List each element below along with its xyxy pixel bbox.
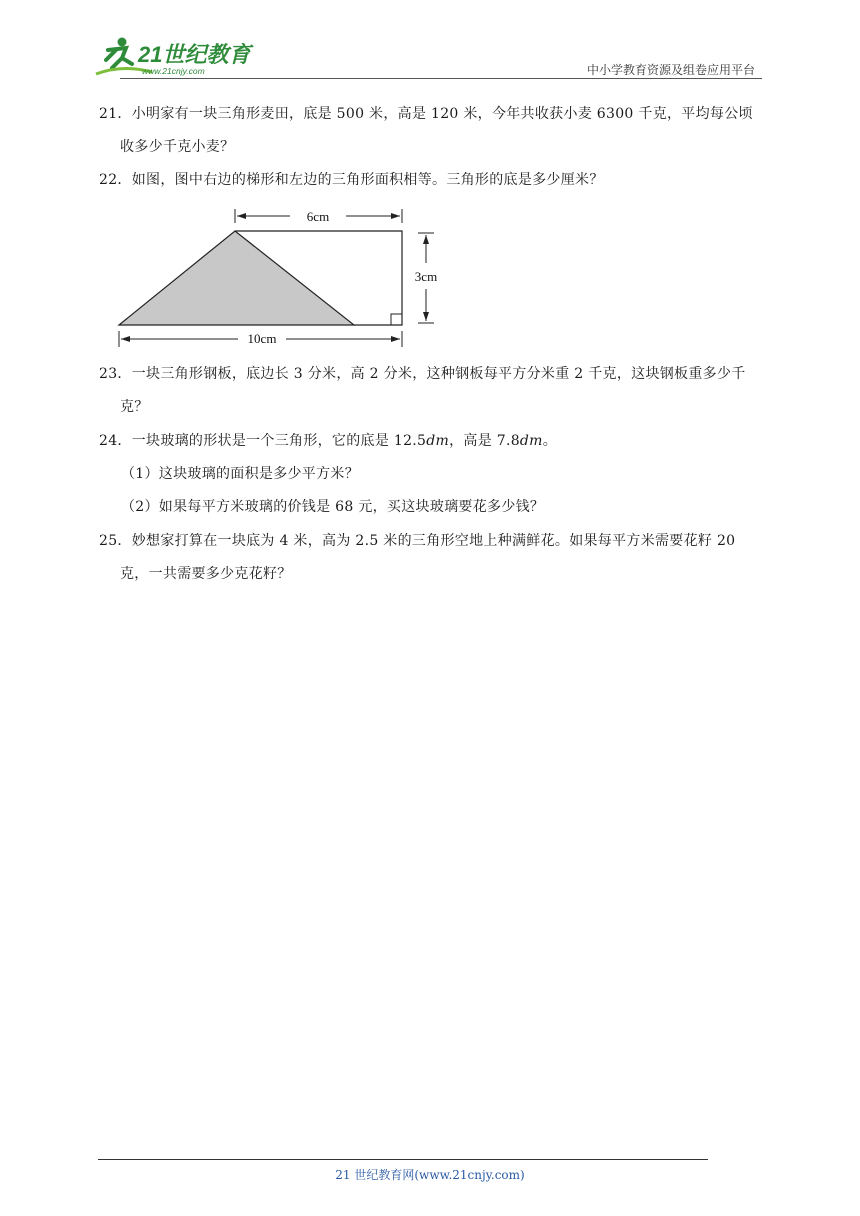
sub-question-1: （1）这块玻璃的面积是多少平方米？: [121, 466, 360, 482]
question-number: 25．: [99, 533, 132, 549]
site-logo: [92, 34, 272, 78]
page-header: [0, 0, 860, 80]
question-22: [99, 164, 767, 197]
shaded-triangle: [119, 231, 354, 325]
footer-link[interactable]: 21 世纪教育网(www.21cnjy.com): [335, 1168, 525, 1182]
bottom-length-label: 10cm: [247, 331, 277, 346]
question-text: 小明家有一块三角形麦田，底是 500 米，高是 120 米，今年共收获小麦 6300 千克，平均每公顷: [131, 106, 753, 122]
question-text: 。: [542, 433, 558, 449]
question-number: 24．: [99, 433, 132, 449]
question-number: 22．: [99, 172, 132, 188]
logo-wordmark: 21世纪教育: [138, 42, 251, 67]
question-text-continued: 克，一共需要多少克花籽？: [120, 566, 292, 582]
sub-question-2: （2）如果每平方米玻璃的价钱是 68 元，买这块玻璃要花多少钱？: [121, 499, 545, 515]
question-text-continued: 克？: [120, 399, 149, 415]
logo-url: www.21cnjy.com: [142, 66, 205, 76]
question-number: 23．: [99, 366, 132, 382]
question-text: 一块玻璃的形状是一个三角形，它的底是 12.5: [131, 433, 427, 449]
question-text: 一块三角形钢板，底边长 3 分米，高 2 分米，这种钢板每平方分米重 2 千克，这块钢板重多少千: [131, 366, 746, 382]
question-23: [99, 358, 767, 424]
trapezoid-triangle-figure: [110, 203, 450, 351]
question-21: [99, 98, 767, 164]
question-text: 妙想家打算在一块底为 4 米，高为 2.5 米的三角形空地上种满鲜花。如果每平方米需要花籽 20: [131, 533, 736, 549]
question-text: 如图，图中右边的梯形和左边的三角形面积相等。三角形的底是多少厘米？: [131, 172, 604, 188]
header-divider: [120, 78, 762, 79]
question-25: [99, 525, 767, 591]
unit-dm: dm: [426, 433, 450, 449]
question-number: 21．: [99, 106, 132, 122]
platform-title: 中小学教育资源及组卷应用平台: [586, 63, 755, 77]
question-text-continued: 收多少千克小麦？: [120, 139, 235, 155]
footer-divider: [98, 1159, 708, 1160]
question-24: [99, 425, 767, 524]
height-label: 3cm: [414, 269, 438, 284]
unit-dm: dm: [519, 433, 543, 449]
question-text: ，高是 7.8: [449, 433, 520, 449]
right-angle-marker: [391, 314, 402, 325]
top-length-label: 6cm: [306, 209, 330, 224]
